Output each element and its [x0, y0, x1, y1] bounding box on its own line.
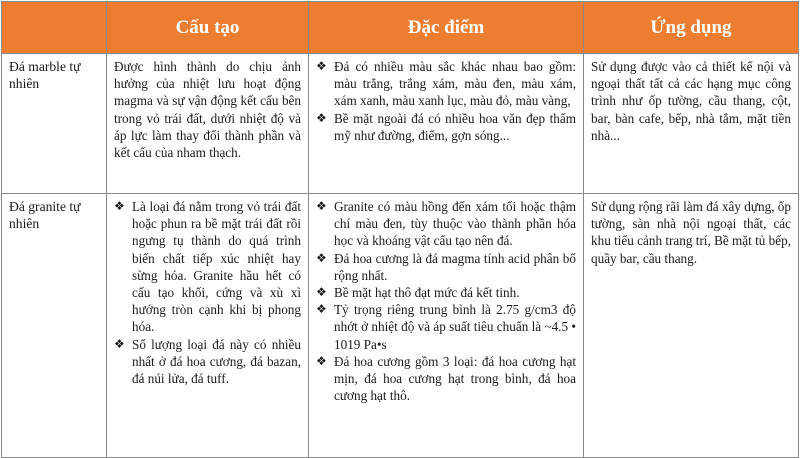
- list-item: ❖ Đá hoa cương gồm 3 loại: đá hoa cương hạt mịn, đá hoa cương hạt trong bình, đá hoa cương hạt thô.: [316, 353, 576, 404]
- list-item: ❖ Granite có màu hồng đến xám tối hoặc thậm chí màu đen, tùy thuộc vào thành phần hóa học và khoáng vật cấu tạo nên đá.: [316, 199, 576, 249]
- list-item: ❖ Tỷ trọng riêng trung bình là 2.75 g/cm3 độ nhớt ở nhiệt độ và áp suất tiêu chuẩn là ~4.5 • 1019 Pa•s: [316, 302, 576, 352]
- marble-structure-text: Được hình thành do chịu ảnh hưởng của nhiệt lưu hoạt động magma và sự vận động kết cấu bên trong vỏ trái đất, dưới nhiệt độ và áp lực làm thay đổi thành phần và kết cấu của nham thạch.: [107, 54, 309, 194]
- four-diamond-bullet-icon: ❖: [316, 353, 327, 368]
- granite-structure-cell: [107, 194, 309, 458]
- list-item: ❖ Bề mặt ngoài đá có nhiều hoa văn đẹp thẩm mỹ như đường, điểm, gợn sóng...: [316, 110, 576, 143]
- four-diamond-bullet-icon: ❖: [316, 110, 327, 125]
- header-corner: [2, 2, 107, 54]
- marble-application-text: Sử dụng được vào cả thiết kế nội và ngoại thất tất cả các hạng mục công trình như ốp tường, cầu thang, cột, bar, bàn cafe, bếp, nhà tắm, mặt tiền nhà...: [584, 54, 799, 194]
- marble-features-cell: [309, 54, 584, 194]
- granite-application-text: Sử dụng rộng rãi làm đá xây dựng, ốp tường, sàn nhà nội ngoại thất, các khu tiểu cảnh trang trí, Bề mặt tủ bếp, quầy bar, cầu thang.: [584, 194, 799, 458]
- four-diamond-bullet-icon: ❖: [316, 285, 327, 300]
- four-diamond-bullet-icon: ❖: [114, 336, 125, 351]
- four-diamond-bullet-icon: ❖: [114, 199, 125, 213]
- granite-structure-list: [114, 198, 301, 387]
- four-diamond-bullet-icon: ❖: [316, 199, 327, 213]
- list-item: ❖ Là loại đá nằm trong vỏ trái đất hoặc phun ra bề mặt trái đất rồi ngưng tụ thành do quá trình biến chất tiếp xúc nhiệt hay sừng hóa. Granite hầu hết có cấu tạo khối, cứng và xù xì hướng tròn cạnh khi bị phong hóa.: [114, 199, 301, 335]
- marble-features-list: [316, 58, 576, 144]
- header-row: [2, 2, 799, 54]
- four-diamond-bullet-icon: ❖: [316, 250, 327, 265]
- list-item: ❖ Đá có nhiều màu sắc khác nhau bao gồm: màu trắng, trắng xám, màu đen, màu xám, xám xanh, màu xanh lục, màu đỏ, màu vàng,: [316, 59, 576, 109]
- row-title-marble: Đá marble tự nhiên: [2, 54, 107, 194]
- row-title-granite: Đá granite tự nhiên: [2, 194, 107, 458]
- table-row-granite: [2, 194, 799, 458]
- four-diamond-bullet-icon: ❖: [316, 59, 327, 73]
- header-application: Ứng dụng: [584, 2, 799, 54]
- list-item: ❖ Số lượng loại đá này có nhiều nhất ở đá hoa cương, đá bazan, đá núi lửa, đá tuff.: [114, 336, 301, 387]
- header-features: Đặc điểm: [309, 2, 584, 54]
- header-structure: Cấu tạo: [107, 2, 309, 54]
- four-diamond-bullet-icon: ❖: [316, 302, 327, 317]
- stone-comparison-table: [1, 1, 799, 458]
- table-row-marble: [2, 54, 799, 194]
- granite-features-cell: [309, 194, 584, 458]
- list-item: ❖ Đá hoa cương là đá magma tính acid phân bố rộng nhất.: [316, 250, 576, 283]
- granite-features-list: [316, 198, 576, 404]
- list-item: ❖ Bề mặt hạt thô đạt mức đá kết tinh.: [316, 285, 520, 301]
